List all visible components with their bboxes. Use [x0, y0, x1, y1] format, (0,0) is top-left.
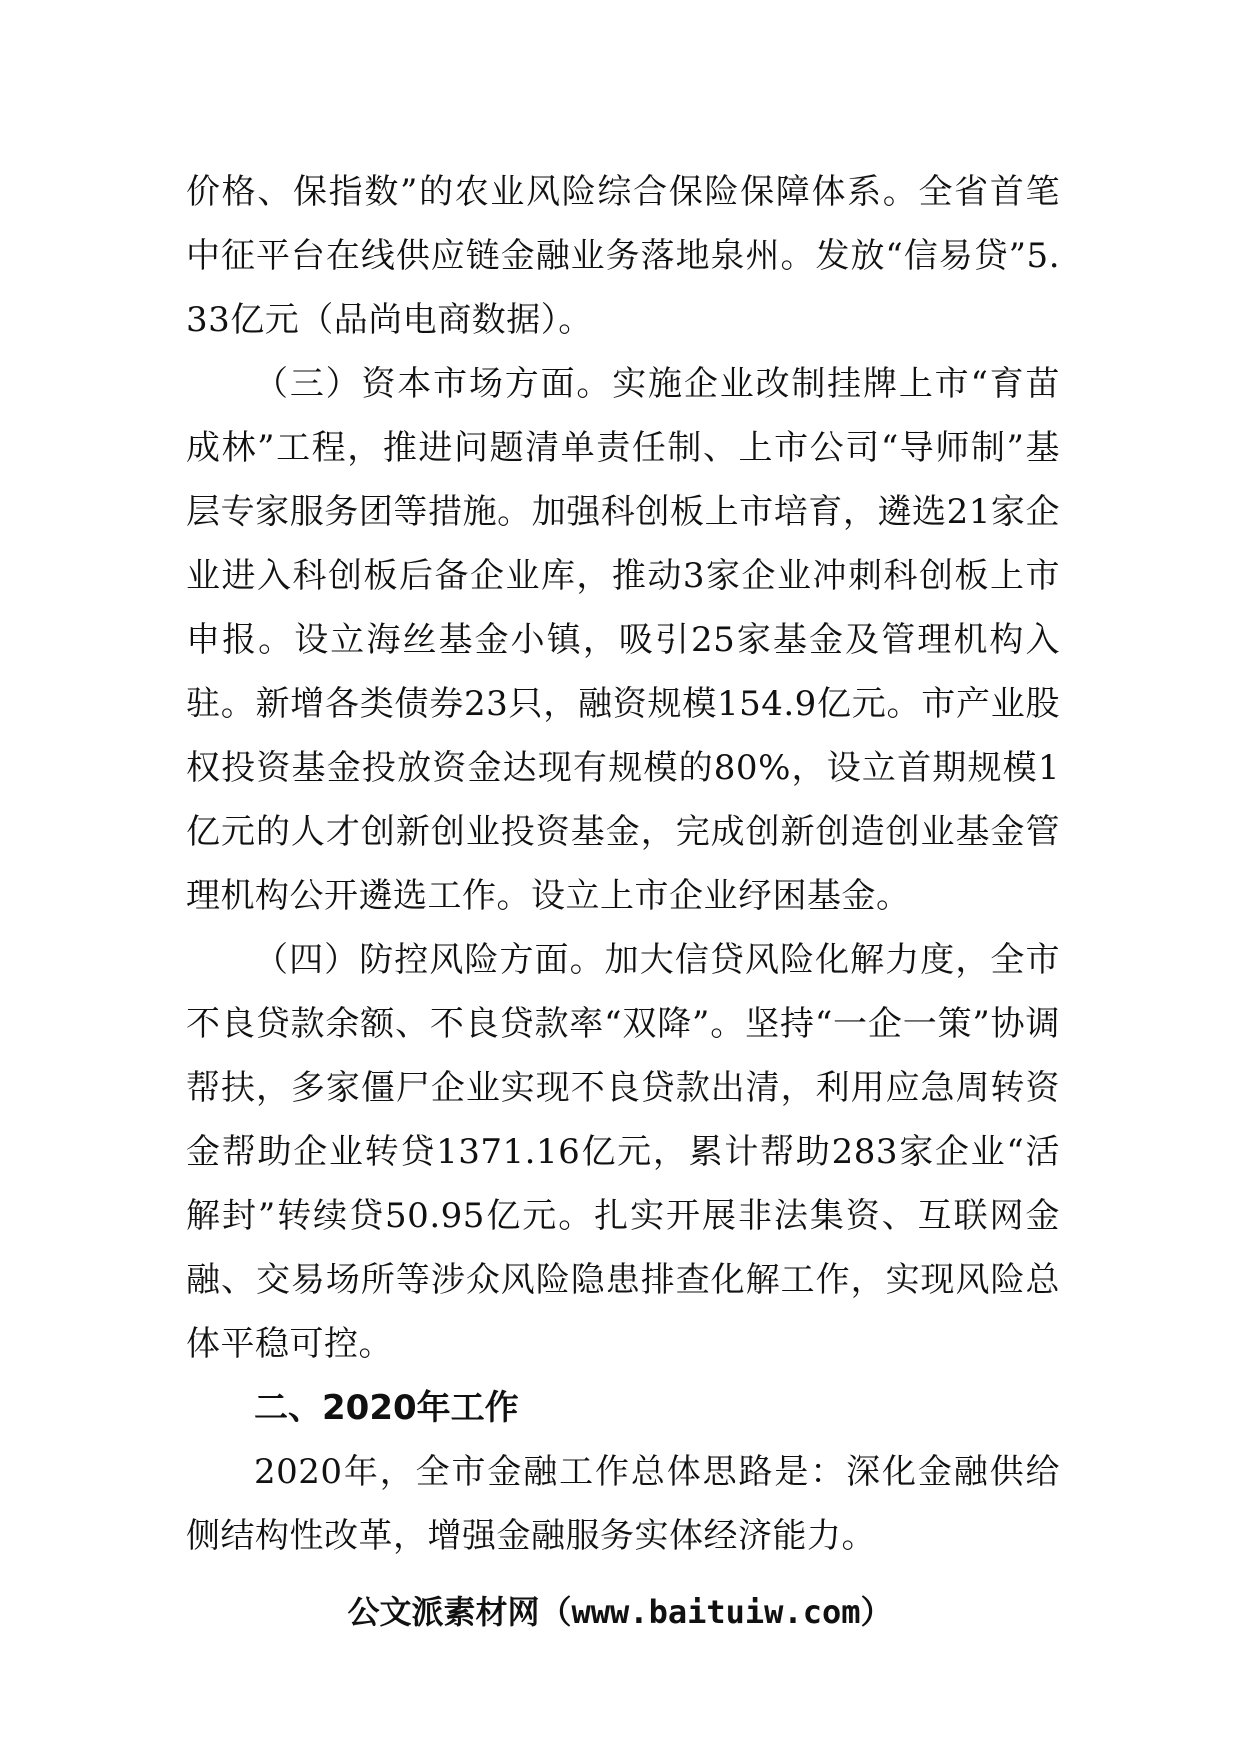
paragraph-agri-insurance: 价格、保指数”的农业风险综合保险保障体系。全省首笔中征平台在线供应链金融业务落地泉州。发放“信易贷”5.33亿元（品尚电商数据）。: [186, 172, 1060, 340]
paragraph-risk-control: （四）防控风险方面。加大信贷风险化解力度，全市不良贷款余额、不良贷款率“双降”。坚持“一企一策”协调帮扶，多家僵尸企业实现不良贷款出清，利用应急周转资金帮助企业转贷1371.16亿元，累计帮助283家企业“活解封”转续贷50.95亿元。扎实开展非法集资、互联网金融、交易场所等涉众风险隐患排查化解工作，实现风险总体平稳可控。: [186, 940, 1060, 1364]
footer-watermark: [0, 1590, 1240, 1634]
footer-url: （www.baituiw.com）: [539, 1593, 893, 1631]
footer-site-name: 公文派素材网: [347, 1593, 540, 1631]
document-body: [186, 160, 1060, 1568]
paragraph-2020-overview: 2020年，全市金融工作总体思路是：深化金融供给侧结构性改革，增强金融服务实体经济能力。: [186, 1452, 1060, 1556]
paragraph-capital-market: （三）资本市场方面。实施企业改制挂牌上市“育苗成林”工程，推进问题清单责任制、上市公司“导师制”基层专家服务团等措施。加强科创板上市培育，遴选21家企业进入科创板后备企业库，推动3家企业冲刺科创板上市申报。设立海丝基金小镇，吸引25家基金及管理机构入驻。新增各类债券23只，融资规模154.9亿元。市产业股权投资基金投放资金达现有规模的80%，设立首期规模1亿元的人才创新创业投资基金，完成创新创造创业基金管理机构公开遴选工作。设立上市企业纾困基金。: [186, 364, 1060, 916]
section-heading-2020-work: 二、2020年工作: [254, 1388, 519, 1428]
